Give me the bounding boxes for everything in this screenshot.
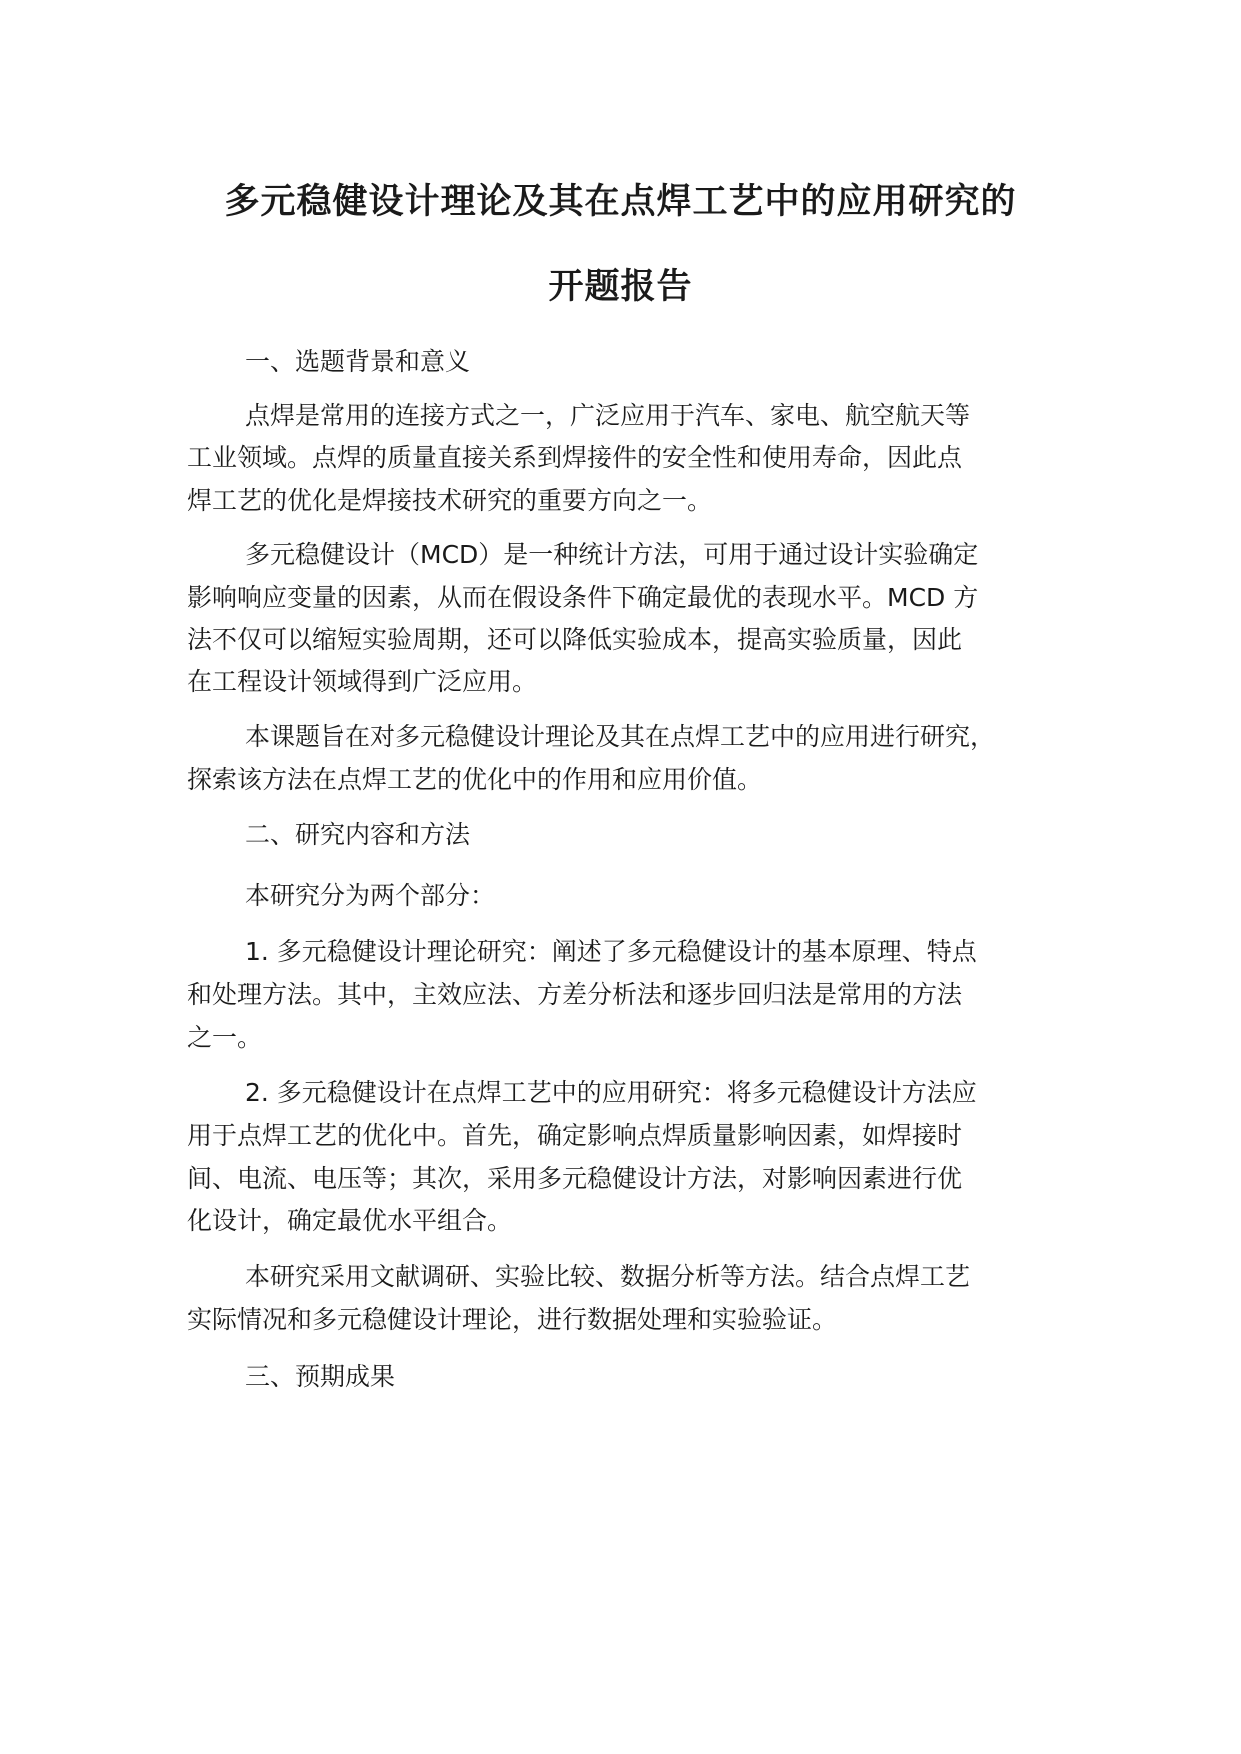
section-1-heading: 一、选题背景和意义 — [245, 347, 471, 376]
paragraph-line: 之一。 — [187, 1023, 263, 1052]
paragraph-line: 点焊是常用的连接方式之一，广泛应用于汽车、家电、航空航天等 — [245, 401, 971, 430]
paragraph-line: 2. 多元稳健设计在点焊工艺中的应用研究：将多元稳健设计方法应 — [245, 1078, 977, 1107]
paragraph-line: 本研究采用文献调研、实验比较、数据分析等方法。结合点焊工艺 — [245, 1262, 971, 1291]
section-2-heading: 二、研究内容和方法 — [245, 820, 471, 849]
paragraph-line: 多元稳健设计（MCD）是一种统计方法，可用于通过设计实验确定 — [245, 540, 979, 569]
paragraph-line: 和处理方法。其中，主效应法、方差分析法和逐步回归法是常用的方法 — [187, 980, 963, 1009]
paragraph-line: 1. 多元稳健设计理论研究：阐述了多元稳健设计的基本原理、特点 — [245, 937, 977, 966]
section-3-heading: 三、预期成果 — [245, 1362, 396, 1391]
paragraph-line: 探索该方法在点焊工艺的优化中的作用和应用价值。 — [187, 765, 763, 794]
paragraph-line: 本研究分为两个部分： — [245, 881, 496, 910]
document-title-line-1: 多元稳健设计理论及其在点焊工艺中的应用研究的 — [224, 182, 1017, 222]
paragraph-line: 化设计，确定最优水平组合。 — [187, 1206, 513, 1235]
document-title-line-2: 开题报告 — [548, 267, 693, 307]
paragraph-line: 本课题旨在对多元稳健设计理论及其在点焊工艺中的应用进行研究， — [245, 722, 996, 751]
paragraph-line: 工业领域。点焊的质量直接关系到焊接件的安全性和使用寿命，因此点 — [187, 443, 963, 472]
paragraph-line: 用于点焊工艺的优化中。首先，确定影响点焊质量影响因素，如焊接时 — [187, 1121, 963, 1150]
paragraph-line: 法不仅可以缩短实验周期，还可以降低实验成本，提高实验质量，因此 — [187, 625, 963, 654]
paragraph-line: 影响响应变量的因素，从而在假设条件下确定最优的表现水平。MCD 方 — [187, 583, 979, 612]
paragraph-line: 实际情况和多元稳健设计理论，进行数据处理和实验验证。 — [187, 1305, 838, 1334]
paragraph-line: 焊工艺的优化是焊接技术研究的重要方向之一。 — [187, 486, 713, 515]
paragraph-line: 间、电流、电压等；其次，采用多元稳健设计方法，对影响因素进行优 — [187, 1164, 963, 1193]
paragraph-line: 在工程设计领域得到广泛应用。 — [187, 667, 538, 696]
